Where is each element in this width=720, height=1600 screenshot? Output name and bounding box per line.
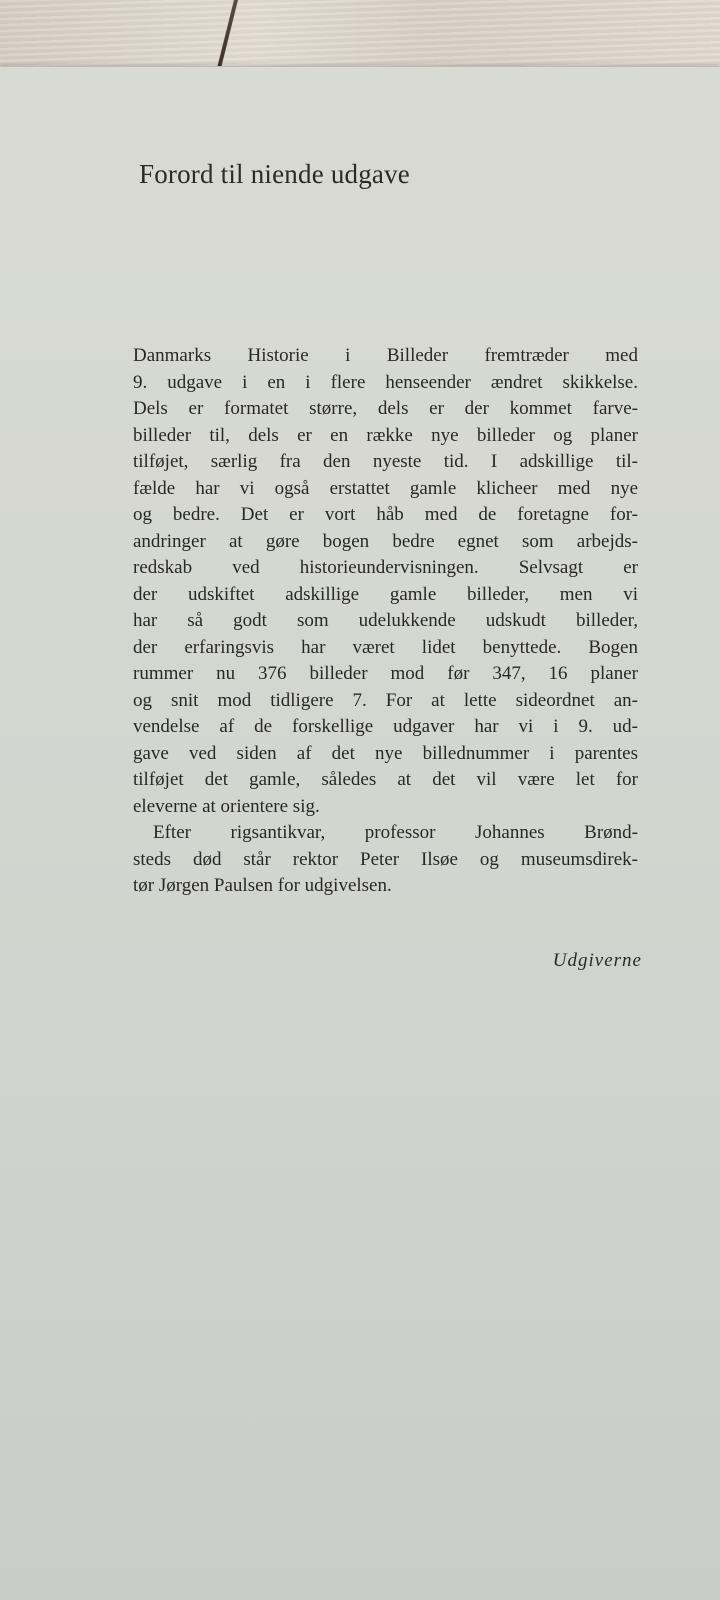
text-line: Dels er formatet større, dels er der kommet farve-: [133, 398, 638, 419]
page-heading: Forord til niende udgave: [139, 159, 410, 189]
text-line: rummer nu 376 billeder mod før 347, 16 planer: [133, 663, 638, 684]
paragraph-1: [133, 343, 638, 820]
text-line: har så godt som udelukkende udskudt billeder,: [133, 610, 638, 631]
book-page: [0, 66, 720, 1600]
text-line: billeder til, dels er en række nye billeder og planer: [133, 424, 638, 446]
text-line: Danmarks Historie i Billeder fremtræder med: [133, 345, 638, 366]
text-line: fælde har vi også erstattet gamle klicheer med nye: [133, 477, 638, 499]
text-line: der udskiftet adskillige gamle billeder, men vi: [133, 583, 638, 605]
text-line: 9. udgave i en i flere henseender ændret skikkelse.: [133, 371, 638, 393]
text-line: gave ved siden af det nye billednummer i parentes: [133, 742, 638, 764]
text-line: tør Jørgen Paulsen for udgivelsen.: [133, 875, 392, 896]
text-line: steds død står rektor Peter Ilsøe og museumsdirek-: [133, 848, 638, 870]
text-line: Efter rigsantikvar, professor Johannes Brønd-: [153, 822, 638, 843]
wooden-table-background: [0, 0, 720, 72]
text-line: der erfaringsvis har været lidet benyttede. Bogen: [133, 636, 638, 658]
preface-text: [133, 343, 638, 900]
text-line: eleverne at orientere sig.: [133, 795, 320, 817]
paragraph-2: [133, 820, 638, 900]
text-line: vendelse af de forskellige udgaver har vi i 9. ud-: [133, 716, 638, 737]
text-line: tilføjet det gamle, således at det vil være let for: [133, 769, 638, 790]
text-line: og bedre. Det er vort håb med de foretagne for-: [133, 504, 638, 525]
text-line: redskab ved historieundervisningen. Selvsagt er: [133, 557, 638, 578]
text-line: andringer at gøre bogen bedre egnet som arbejds-: [133, 530, 638, 552]
signature: Udgiverne: [552, 950, 642, 971]
text-line: tilføjet, særlig fra den nyeste tid. I adskillige til-: [133, 451, 638, 472]
text-line: og snit mod tidligere 7. For at lette sideordnet an-: [133, 689, 638, 711]
